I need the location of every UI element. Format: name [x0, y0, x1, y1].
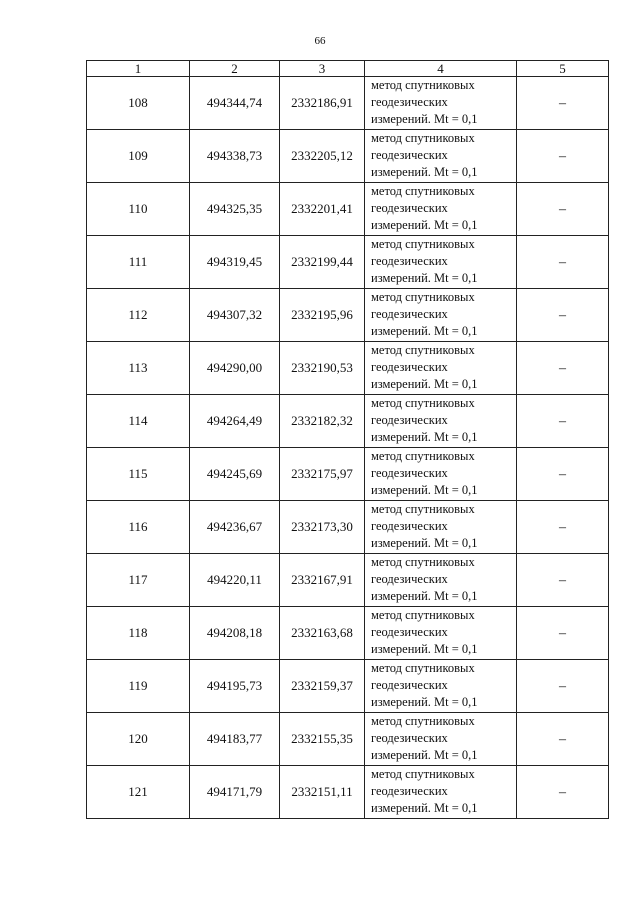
point-number-cell: 121 — [87, 766, 190, 819]
column-5-cell — [517, 77, 609, 130]
y-coordinate-cell: 2332205,12 — [280, 130, 365, 183]
table-row — [87, 766, 609, 819]
method-line-3: измерений. Mt = 0,1 — [371, 377, 478, 391]
method-cell — [365, 713, 517, 766]
method-line-2: геодезических — [371, 572, 448, 586]
method-line-3: измерений. Mt = 0,1 — [371, 165, 478, 179]
column-5-cell — [517, 448, 609, 501]
column-5-cell — [517, 183, 609, 236]
dash-mark: – — [559, 784, 566, 800]
table-row — [87, 448, 609, 501]
method-line-2: геодезических — [371, 360, 448, 374]
method-line-3: измерений. Mt = 0,1 — [371, 483, 478, 497]
method-line-1: метод спутниковых — [371, 237, 475, 251]
method-line-1: метод спутниковых — [371, 714, 475, 728]
method-line-2: геодезических — [371, 254, 448, 268]
column-5-cell — [517, 395, 609, 448]
method-line-2: геодезических — [371, 731, 448, 745]
method-line-1: метод спутниковых — [371, 131, 475, 145]
method-cell — [365, 77, 517, 130]
method-line-1: метод спутниковых — [371, 608, 475, 622]
method-cell — [365, 289, 517, 342]
method-line-3: измерений. Mt = 0,1 — [371, 112, 478, 126]
column-5-cell — [517, 554, 609, 607]
method-line-1: метод спутниковых — [371, 396, 475, 410]
point-number-cell: 112 — [87, 289, 190, 342]
dash-mark: – — [559, 307, 566, 323]
method-line-3: измерений. Mt = 0,1 — [371, 536, 478, 550]
x-coordinate-cell: 494325,35 — [190, 183, 280, 236]
method-cell — [365, 607, 517, 660]
header-col-2: 2 — [190, 61, 280, 77]
y-coordinate-cell: 2332151,11 — [280, 766, 365, 819]
y-coordinate-cell: 2332199,44 — [280, 236, 365, 289]
method-line-3: измерений. Mt = 0,1 — [371, 695, 478, 709]
method-cell — [365, 448, 517, 501]
point-number-cell: 119 — [87, 660, 190, 713]
y-coordinate-cell: 2332159,37 — [280, 660, 365, 713]
method-line-3: измерений. Mt = 0,1 — [371, 324, 478, 338]
point-number-cell: 109 — [87, 130, 190, 183]
dash-mark: – — [559, 519, 566, 535]
y-coordinate-cell: 2332186,91 — [280, 77, 365, 130]
dash-mark: – — [559, 413, 566, 429]
method-line-3: измерений. Mt = 0,1 — [371, 589, 478, 603]
method-line-2: геодезических — [371, 307, 448, 321]
method-line-1: метод спутниковых — [371, 767, 475, 781]
table-header-row — [87, 61, 609, 77]
method-line-1: метод спутниковых — [371, 290, 475, 304]
dash-mark: – — [559, 625, 566, 641]
method-line-3: измерений. Mt = 0,1 — [371, 430, 478, 444]
dash-mark: – — [559, 95, 566, 111]
dash-mark: – — [559, 360, 566, 376]
method-line-2: геодезических — [371, 201, 448, 215]
method-line-1: метод спутниковых — [371, 502, 475, 516]
method-line-3: измерений. Mt = 0,1 — [371, 271, 478, 285]
method-line-2: геодезических — [371, 625, 448, 639]
method-cell — [365, 660, 517, 713]
method-line-1: метод спутниковых — [371, 449, 475, 463]
header-col-1: 1 — [87, 61, 190, 77]
point-number-cell: 117 — [87, 554, 190, 607]
method-cell — [365, 236, 517, 289]
x-coordinate-cell: 494344,74 — [190, 77, 280, 130]
dash-mark: – — [559, 731, 566, 747]
x-coordinate-cell: 494338,73 — [190, 130, 280, 183]
table-row — [87, 607, 609, 660]
method-line-3: измерений. Mt = 0,1 — [371, 748, 478, 762]
x-coordinate-cell: 494220,11 — [190, 554, 280, 607]
table-row — [87, 713, 609, 766]
x-coordinate-cell: 494183,77 — [190, 713, 280, 766]
table-body — [87, 77, 609, 819]
y-coordinate-cell: 2332175,97 — [280, 448, 365, 501]
point-number-cell: 115 — [87, 448, 190, 501]
dash-mark: – — [559, 254, 566, 270]
method-line-3: измерений. Mt = 0,1 — [371, 218, 478, 232]
column-5-cell — [517, 289, 609, 342]
method-line-1: метод спутниковых — [371, 343, 475, 357]
y-coordinate-cell: 2332155,35 — [280, 713, 365, 766]
table-row — [87, 236, 609, 289]
x-coordinate-cell: 494319,45 — [190, 236, 280, 289]
method-line-2: геодезических — [371, 466, 448, 480]
y-coordinate-cell: 2332201,41 — [280, 183, 365, 236]
column-5-cell — [517, 607, 609, 660]
column-5-cell — [517, 342, 609, 395]
x-coordinate-cell: 494264,49 — [190, 395, 280, 448]
column-5-cell — [517, 713, 609, 766]
x-coordinate-cell: 494236,67 — [190, 501, 280, 554]
method-line-2: геодезических — [371, 678, 448, 692]
x-coordinate-cell: 494290,00 — [190, 342, 280, 395]
column-5-cell — [517, 766, 609, 819]
table-row — [87, 289, 609, 342]
method-cell — [365, 395, 517, 448]
method-line-1: метод спутниковых — [371, 661, 475, 675]
header-col-5: 5 — [517, 61, 609, 77]
column-5-cell — [517, 660, 609, 713]
method-line-2: геодезических — [371, 95, 448, 109]
point-number-cell: 108 — [87, 77, 190, 130]
header-col-4: 4 — [365, 61, 517, 77]
y-coordinate-cell: 2332195,96 — [280, 289, 365, 342]
column-5-cell — [517, 501, 609, 554]
y-coordinate-cell: 2332163,68 — [280, 607, 365, 660]
method-cell — [365, 501, 517, 554]
dash-mark: – — [559, 466, 566, 482]
method-line-1: метод спутниковых — [371, 555, 475, 569]
column-5-cell — [517, 130, 609, 183]
point-number-cell: 118 — [87, 607, 190, 660]
y-coordinate-cell: 2332182,32 — [280, 395, 365, 448]
method-cell — [365, 130, 517, 183]
method-line-3: измерений. Mt = 0,1 — [371, 801, 478, 815]
point-number-cell: 111 — [87, 236, 190, 289]
table-row — [87, 395, 609, 448]
y-coordinate-cell: 2332173,30 — [280, 501, 365, 554]
page-number: 66 — [314, 35, 326, 47]
x-coordinate-cell: 494245,69 — [190, 448, 280, 501]
table-row — [87, 660, 609, 713]
point-number-cell: 113 — [87, 342, 190, 395]
point-number-cell: 116 — [87, 501, 190, 554]
table-row — [87, 342, 609, 395]
table-row — [87, 183, 609, 236]
x-coordinate-cell: 494307,32 — [190, 289, 280, 342]
dash-mark: – — [559, 148, 566, 164]
method-line-1: метод спутниковых — [371, 184, 475, 198]
method-line-1: метод спутниковых — [371, 78, 475, 92]
dash-mark: – — [559, 572, 566, 588]
table-row — [87, 77, 609, 130]
method-line-3: измерений. Mt = 0,1 — [371, 642, 478, 656]
method-cell — [365, 766, 517, 819]
y-coordinate-cell: 2332167,91 — [280, 554, 365, 607]
table-row — [87, 501, 609, 554]
x-coordinate-cell: 494171,79 — [190, 766, 280, 819]
method-cell — [365, 554, 517, 607]
y-coordinate-cell: 2332190,53 — [280, 342, 365, 395]
x-coordinate-cell: 494208,18 — [190, 607, 280, 660]
dash-mark: – — [559, 201, 566, 217]
coordinates-table — [86, 60, 609, 819]
method-line-2: геодезических — [371, 148, 448, 162]
column-5-cell — [517, 236, 609, 289]
x-coordinate-cell: 494195,73 — [190, 660, 280, 713]
method-cell — [365, 183, 517, 236]
point-number-cell: 110 — [87, 183, 190, 236]
header-col-3: 3 — [280, 61, 365, 77]
table-row — [87, 554, 609, 607]
table-row — [87, 130, 609, 183]
dash-mark: – — [559, 678, 566, 694]
method-cell — [365, 342, 517, 395]
point-number-cell: 114 — [87, 395, 190, 448]
method-line-2: геодезических — [371, 413, 448, 427]
point-number-cell: 120 — [87, 713, 190, 766]
method-line-2: геодезических — [371, 784, 448, 798]
method-line-2: геодезических — [371, 519, 448, 533]
